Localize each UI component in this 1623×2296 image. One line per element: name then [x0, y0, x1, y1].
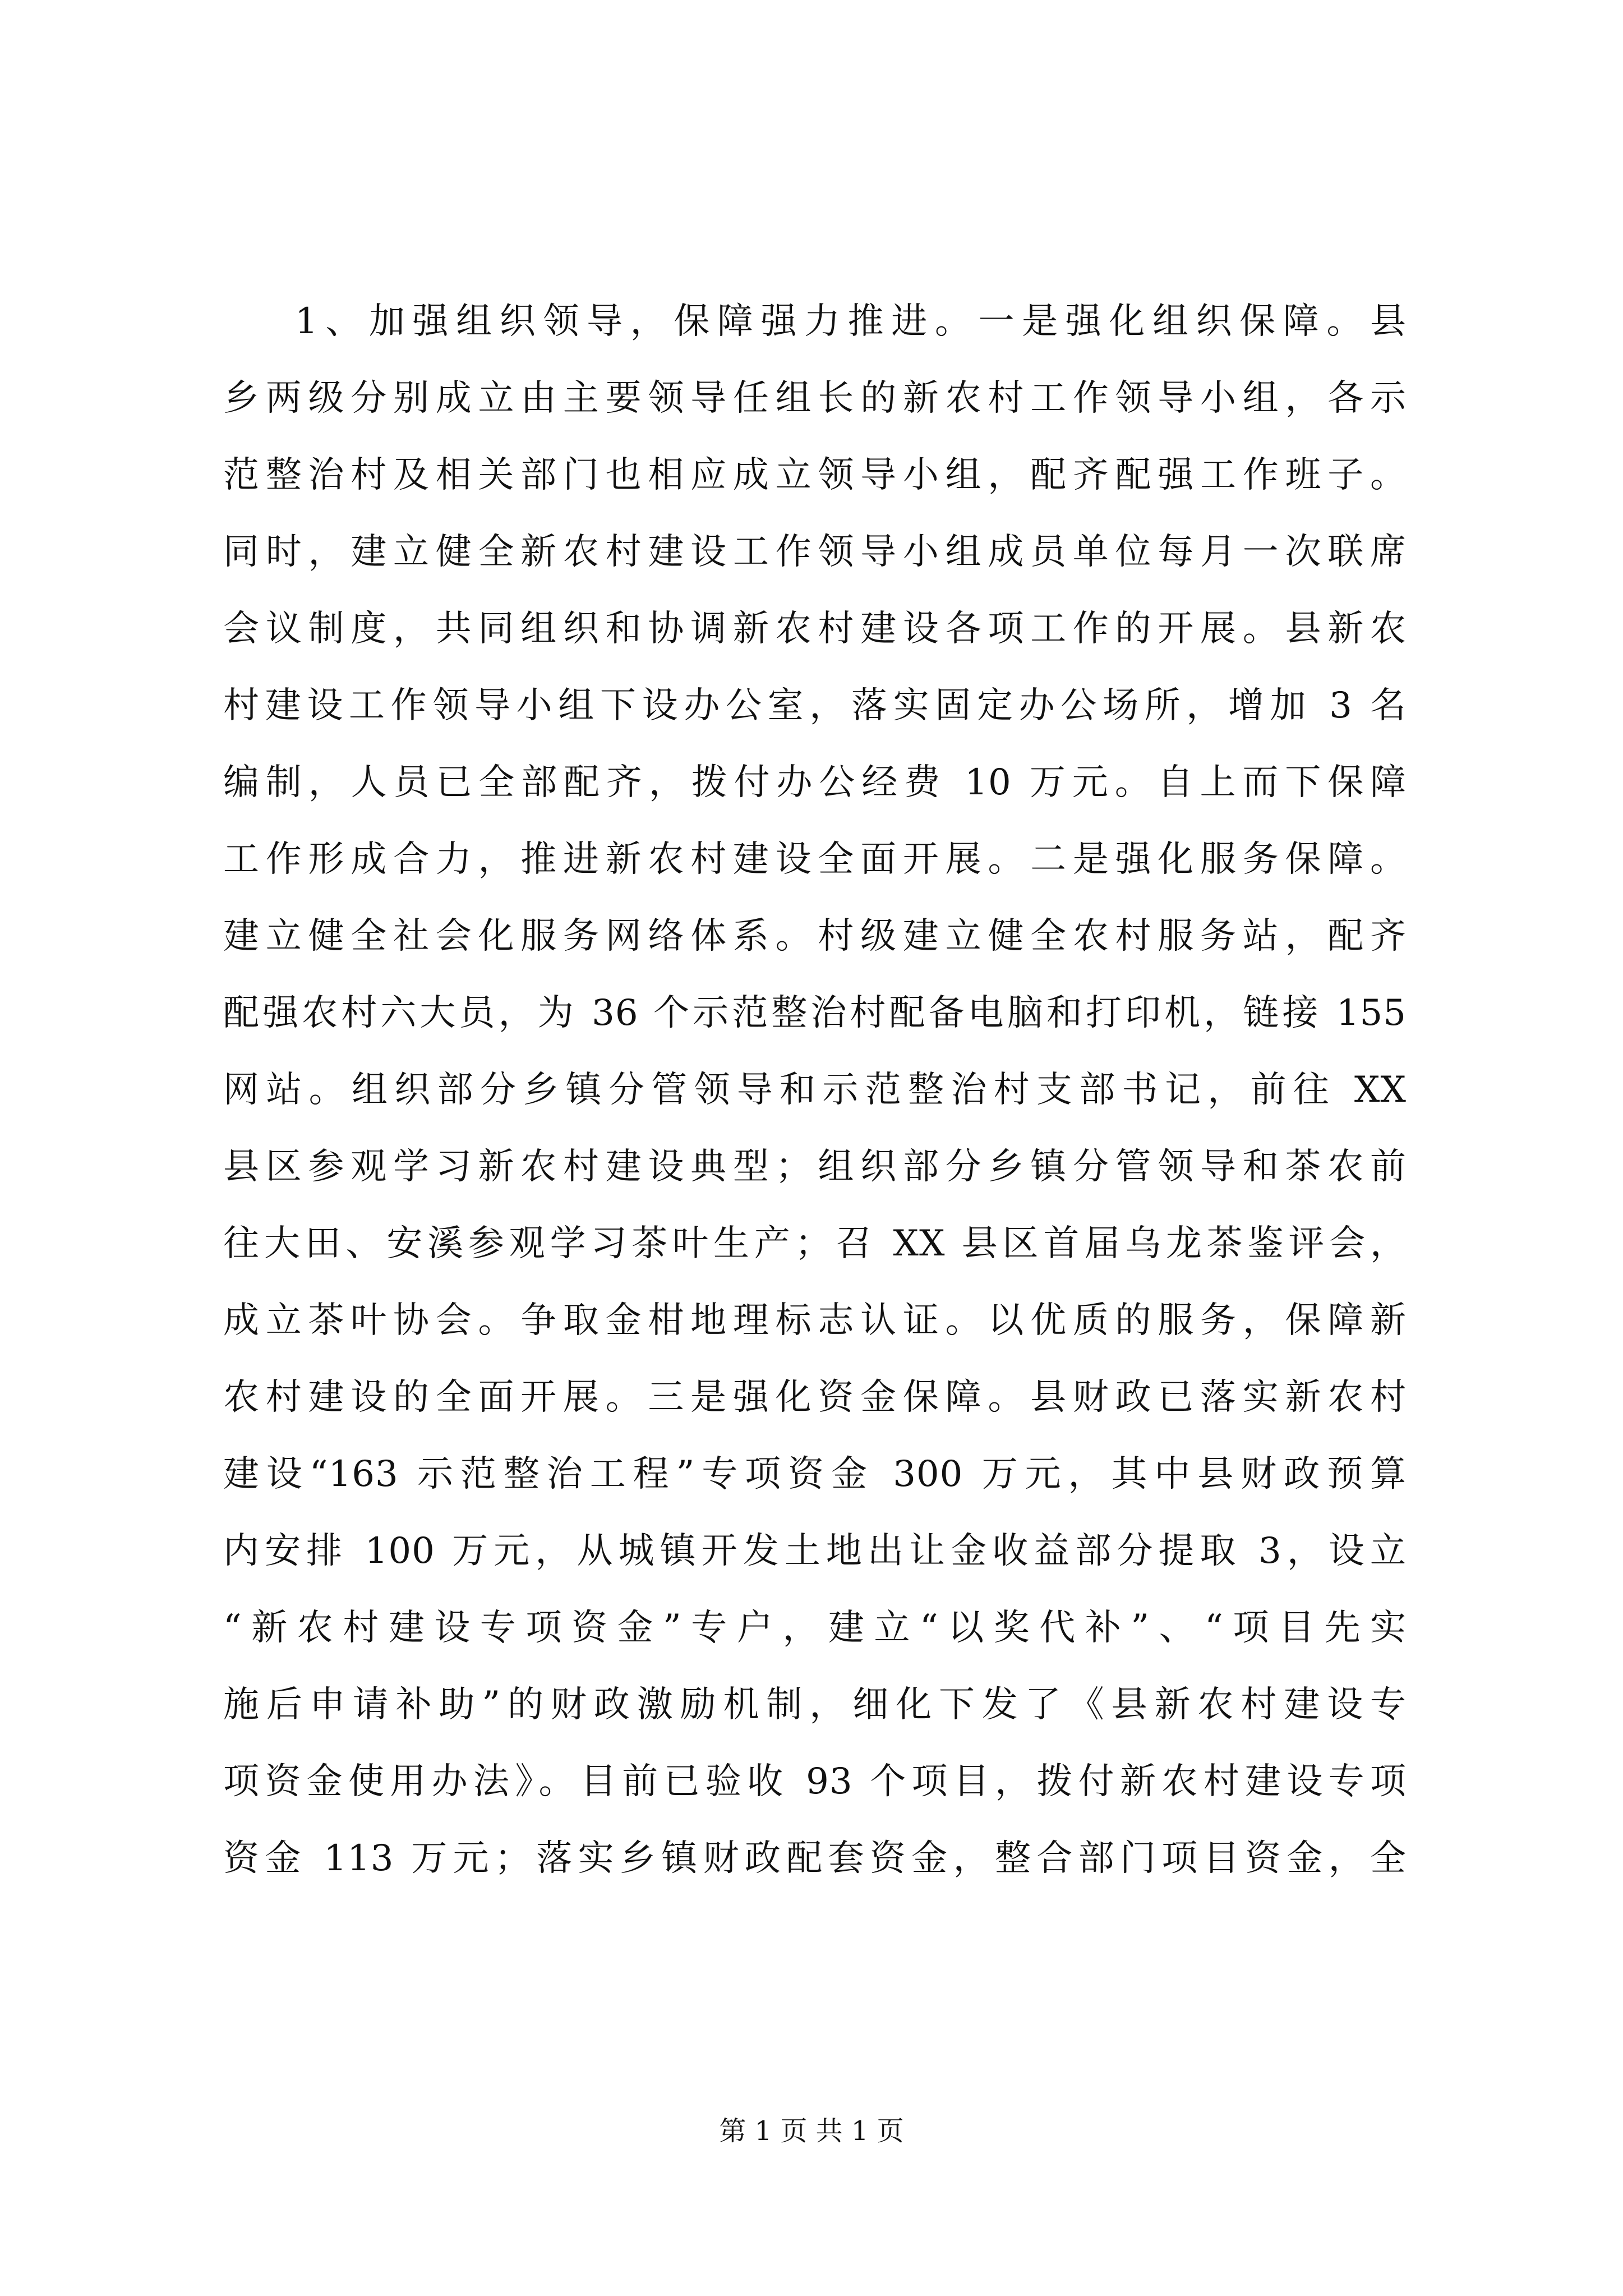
paragraph-line: 会议制度，共同组织和协调新农村建设各项工作的开展。县新农 — [223, 608, 1407, 650]
page-number-footer: 第 1 页 共 1 页 — [719, 2115, 904, 2147]
paragraph-line: 配强农村六大员，为 36 个示范整治村配备电脑和打印机，链接 155 — [223, 992, 1407, 1034]
paragraph-line: 工作形成合力，推进新农村建设全面开展。二是强化服务保障。 — [223, 839, 1407, 880]
paragraph-line: 县区参观学习新农村建设典型；组织部分乡镇分管领导和茶农前 — [223, 1146, 1407, 1188]
paragraph-line: 项资金使用办法》。目前已验收 93 个项目，拨付新农村建设专项 — [223, 1761, 1407, 1802]
paragraph-line: 建立健全社会化服务网络体系。村级建立健全农村服务站，配齐 — [223, 915, 1407, 957]
paragraph-line: 成立茶叶协会。争取金柑地理标志认证。以优质的服务，保障新 — [223, 1300, 1407, 1341]
body-paragraph — [223, 283, 1407, 1897]
paragraph-line: 农村建设的全面开展。三是强化资金保障。县财政已落实新农村 — [223, 1377, 1407, 1418]
paragraph-line: 建设“163 示范整治工程”专项资金 300 万元，其中县财政预算 — [223, 1453, 1407, 1495]
paragraph-line: 施后申请补助”的财政激励机制，细化下发了《县新农村建设专 — [223, 1684, 1407, 1726]
paragraph-line: “新农村建设专项资金”专户，建立“以奖代补”、“项目先实 — [223, 1607, 1407, 1649]
paragraph-line: 内安排 100 万元，从城镇开发土地出让金收益部分提取 3，设立 — [223, 1530, 1407, 1572]
paragraph-line: 编制，人员已全部配齐，拨付办公经费 10 万元。自上而下保障 — [223, 762, 1407, 803]
paragraph-line: 往大田、安溪参观学习茶叶生产；召 XX 县区首届乌龙茶鉴评会， — [223, 1223, 1407, 1264]
paragraph-line: 村建设工作领导小组下设办公室，落实固定办公场所，增加 3 名 — [223, 685, 1407, 726]
paragraph-line: 同时，建立健全新农村建设工作领导小组成员单位每月一次联席 — [223, 531, 1407, 573]
paragraph-line: 1、加强组织领导，保障强力推进。一是强化组织保障。县 — [295, 301, 1407, 342]
paragraph-line: 资金 113 万元；落实乡镇财政配套资金，整合部门项目资金，全 — [223, 1838, 1407, 1879]
paragraph-line: 范整治村及相关部门也相应成立领导小组，配齐配强工作班子。 — [223, 454, 1407, 496]
paragraph-line: 乡两级分别成立由主要领导任组长的新农村工作领导小组，各示 — [223, 378, 1407, 419]
paragraph-line: 网站。组织部分乡镇分管领导和示范整治村支部书记，前往 XX — [223, 1069, 1407, 1111]
